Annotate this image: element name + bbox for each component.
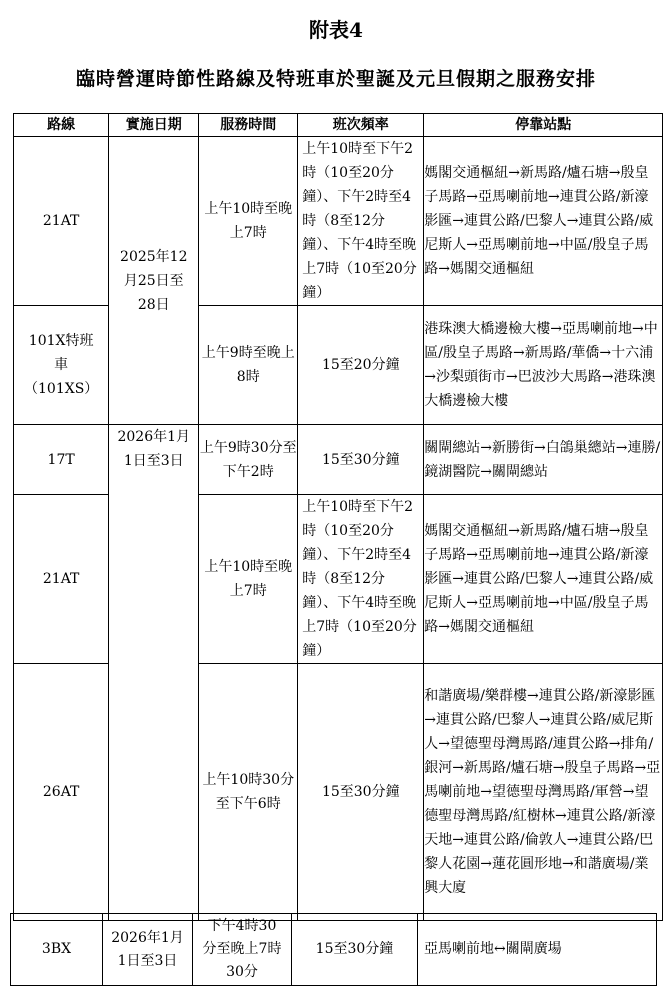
- route-cell: 21AT: [14, 137, 109, 306]
- header-time: 服務時間: [199, 114, 298, 137]
- date-text: 2026年1月1日至3日: [111, 929, 184, 969]
- date-cell: [109, 425, 199, 921]
- route-cell: 17T: [14, 425, 109, 495]
- route-text: 101X特班車（101XS）: [24, 333, 99, 397]
- header-row: [14, 114, 663, 137]
- freq-cell: 15至30分鐘: [298, 425, 424, 495]
- freq-cell: 上午10時至下午2時（10至20分鐘）、下午2時至4時（8至12分鐘）、下午4時至晚上7時（10至20分鐘）: [298, 137, 424, 306]
- time-cell: 上午10時至晚上7時: [199, 495, 298, 664]
- date-cell: [109, 137, 199, 425]
- time-cell: 上午9時30分至下午2時: [199, 425, 298, 495]
- freq-cell: 上午10時至下午2時（10至20分鐘）、下午2時至4時（8至12分鐘）、下午4時至晚上7時（10至20分鐘）: [298, 495, 424, 664]
- header-stops: 停靠站點: [424, 114, 663, 137]
- header-freq: 班次頻率: [298, 114, 424, 137]
- freq-cell: 15至30分鐘: [298, 664, 424, 921]
- stops-cell: 媽閣交通樞紐→新馬路/爐石塘→殷皇子馬路→亞馬喇前地→連貫公路/新濠影匯→連貫公路/巴黎人→連貫公路/威尼斯人→亞馬喇前地→中區/殷皇子馬路→媽閣交通樞紐: [424, 137, 663, 306]
- table-row: [11, 914, 657, 986]
- route-cell: 21AT: [14, 495, 109, 664]
- appendix-label: 附表4: [309, 18, 363, 42]
- header-route: 路線: [14, 114, 109, 137]
- time-cell: 上午10時至晚上7時: [199, 137, 298, 306]
- page-title: 臨時營運時節性路線及特班車於聖誕及元旦假期之服務安排: [75, 68, 596, 90]
- header-date: 實施日期: [109, 114, 199, 137]
- stops-cell: 媽閣交通樞紐→新馬路/爐石塘→殷皇子馬路→亞馬喇前地→連貫公路/新濠影匯→連貫公路/巴黎人→連貫公路/威尼斯人→亞馬喇前地→中區/殷皇子馬路→媽閣交通樞紐: [424, 495, 663, 664]
- route-cell: [14, 306, 109, 425]
- schedule-table: [13, 113, 663, 921]
- table-row: [14, 425, 663, 495]
- route-cell: 26AT: [14, 664, 109, 921]
- freq-cell: 15至20分鐘: [298, 306, 424, 425]
- time-cell: 下午4時30分至晚上7時30分: [193, 914, 292, 986]
- schedule-table-3bx: [10, 913, 657, 986]
- table-row: [14, 137, 663, 306]
- date-text: 2025年12月25日至28日: [120, 248, 188, 313]
- date-text: 2026年1月1日至3日: [117, 429, 191, 469]
- stops-cell: 亞馬喇前地↔關閘廣場: [418, 914, 657, 986]
- time-cell: 上午10時30分至下午6時: [199, 664, 298, 921]
- stops-cell: 和諧廣場/樂群樓→連貫公路/新濠影匯→連貫公路/巴黎人→連貫公路/威尼斯人→望德聖母灣馬路/連貫公路→排角/銀河→新馬路/爐石塘→殷皇子馬路→亞馬喇前地→望德聖母灣馬路/軍營→望德聖母灣馬路/紅樹林→連貫公路/新濠天地→連貫公路/倫敦人→連貫公路/巴黎人花園→蓮花圓形地→和諧廣場/業興大廈: [424, 664, 663, 921]
- date-cell: [103, 914, 193, 986]
- stops-cell: 關閘總站→新勝街→白鴿巢總站→連勝/鏡湖醫院→關閘總站: [424, 425, 663, 495]
- freq-cell: 15至30分鐘: [292, 914, 418, 986]
- time-cell: 上午9時至晚上8時: [199, 306, 298, 425]
- route-cell: 3BX: [11, 914, 103, 986]
- stops-cell: 港珠澳大橋邊檢大樓→亞馬喇前地→中區/殷皇子馬路→新馬路/華僑→十六浦→沙梨頭街市→巴波沙大馬路→港珠澳大橋邊檢大樓: [424, 306, 663, 425]
